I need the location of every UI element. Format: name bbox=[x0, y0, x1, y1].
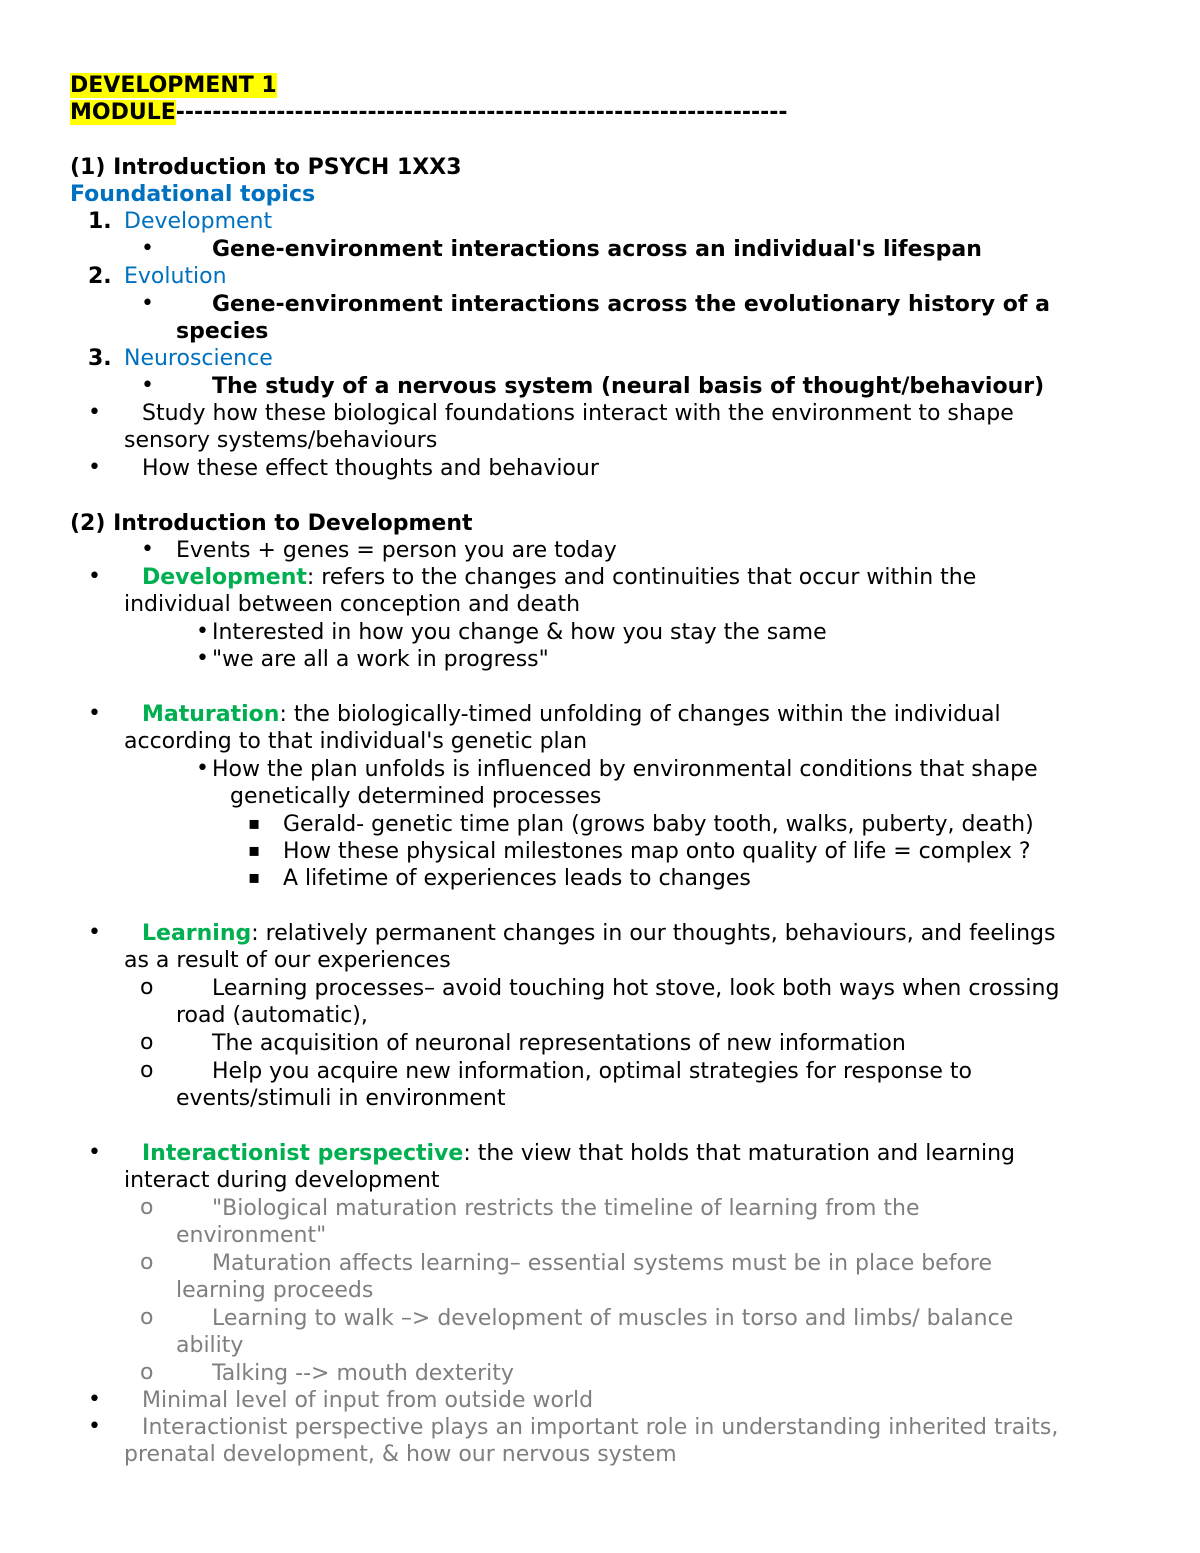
list-item: "Biological maturation restricts the timeline of learning from the bbox=[212, 1196, 920, 1221]
topic-number: 3. bbox=[88, 346, 112, 371]
definition-development: Development: refers to the changes and continuities that occur within the bbox=[142, 565, 977, 590]
bullet-icon: • bbox=[88, 701, 101, 726]
topic-number: 2. bbox=[88, 264, 112, 289]
list-item: Interactionist perspective plays an important role in understanding inherited traits, bbox=[142, 1415, 1059, 1440]
list-item-cont: genetically determined processes bbox=[230, 784, 602, 809]
topic-neuroscience: Neuroscience bbox=[124, 346, 273, 371]
list-item: Maturation affects learning– essential systems must be in place before bbox=[212, 1251, 993, 1276]
topic-development: Development bbox=[124, 209, 273, 234]
definition-interactionist: Interactionist perspective: the view that holds that maturation and learning bbox=[142, 1141, 1016, 1166]
list-item-cont: events/stimuli in environment bbox=[176, 1086, 506, 1111]
bullet-icon: • bbox=[88, 1140, 101, 1165]
bullet-icon: • bbox=[88, 564, 101, 589]
list-item: How the plan unfolds is influenced by environmental conditions that shape bbox=[212, 757, 1038, 782]
list-item: A lifetime of experiences leads to changes bbox=[283, 866, 751, 891]
definition-cont: according to that individual's genetic plan bbox=[124, 729, 588, 754]
doc-title: DEVELOPMENT 1 bbox=[70, 73, 277, 98]
bullet-icon: • bbox=[88, 400, 101, 425]
bullet-icon: • bbox=[141, 537, 154, 562]
definition-maturation: Maturation: the biologically-timed unfolding of changes within the individual bbox=[142, 702, 1001, 727]
list-item-cont: ability bbox=[176, 1333, 244, 1358]
circle-bullet-icon: o bbox=[140, 1250, 154, 1275]
topic-detail: Gene-environment interactions across an individual's lifespan bbox=[212, 237, 982, 262]
square-bullet-icon: ▪ bbox=[248, 813, 261, 834]
circle-bullet-icon: o bbox=[140, 1030, 154, 1055]
list-item: Learning to walk –> development of muscles in torso and limbs/ balance bbox=[212, 1306, 1014, 1331]
definition-learning: Learning: relatively permanent changes in our thoughts, behaviours, and feelings bbox=[142, 921, 1056, 946]
list-item: Study how these biological foundations interact with the environment to shape bbox=[142, 401, 1014, 426]
list-item: Interested in how you change & how you stay the same bbox=[212, 620, 827, 645]
circle-bullet-icon: o bbox=[140, 975, 154, 1000]
circle-bullet-icon: o bbox=[140, 1305, 154, 1330]
list-item-cont: learning proceeds bbox=[176, 1278, 374, 1303]
bullet-icon: • bbox=[88, 1414, 101, 1439]
doc-subtitle: MODULE------------------------------------------------------------------- bbox=[70, 100, 788, 125]
section-2-title: (2) Introduction to Development bbox=[70, 511, 473, 536]
square-bullet-icon: ▪ bbox=[248, 867, 261, 888]
bullet-icon: • bbox=[141, 236, 154, 261]
list-item: Learning processes– avoid touching hot stove, look both ways when crossing bbox=[212, 976, 1060, 1001]
list-item: Talking --> mouth dexterity bbox=[212, 1361, 514, 1386]
circle-bullet-icon: o bbox=[140, 1360, 154, 1385]
bullet-icon: • bbox=[141, 373, 154, 398]
list-item: The acquisition of neuronal representations of new information bbox=[212, 1031, 906, 1056]
list-item: How these physical milestones map onto quality of life = complex ? bbox=[283, 839, 1031, 864]
list-item: How these effect thoughts and behaviour bbox=[142, 456, 599, 481]
bullet-icon: • bbox=[88, 920, 101, 945]
bullet-icon: • bbox=[88, 455, 101, 480]
circle-bullet-icon: o bbox=[140, 1058, 154, 1083]
list-item: Gerald- genetic time plan (grows baby tooth, walks, puberty, death) bbox=[283, 812, 1034, 837]
topic-detail-cont: species bbox=[176, 319, 269, 344]
square-bullet-icon: ▪ bbox=[248, 840, 261, 861]
topic-number: 1. bbox=[88, 209, 112, 234]
list-item: Minimal level of input from outside world bbox=[142, 1388, 594, 1413]
definition-cont: interact during development bbox=[124, 1168, 440, 1193]
foundational-topics-heading: Foundational topics bbox=[70, 182, 316, 207]
topic-evolution: Evolution bbox=[124, 264, 227, 289]
list-item-cont: sensory systems/behaviours bbox=[124, 428, 438, 453]
topic-detail: Gene-environment interactions across the evolutionary history of a bbox=[212, 292, 1050, 317]
bullet-icon: • bbox=[141, 291, 154, 316]
list-item: Help you acquire new information, optimal strategies for response to bbox=[212, 1059, 972, 1084]
bullet-icon: • bbox=[88, 1387, 101, 1412]
bullet-icon: • bbox=[196, 619, 209, 644]
list-item-cont: environment" bbox=[176, 1223, 327, 1248]
section-1-title: (1) Introduction to PSYCH 1XX3 bbox=[70, 155, 462, 180]
list-item: Events + genes = person you are today bbox=[176, 538, 617, 563]
definition-cont: individual between conception and death bbox=[124, 592, 581, 617]
bullet-icon: • bbox=[196, 646, 209, 671]
list-item: "we are all a work in progress" bbox=[212, 647, 549, 672]
circle-bullet-icon: o bbox=[140, 1195, 154, 1220]
definition-cont: as a result of our experiences bbox=[124, 948, 451, 973]
bullet-icon: • bbox=[196, 756, 209, 781]
list-item-cont: road (automatic), bbox=[176, 1003, 368, 1028]
list-item-cont: prenatal development, & how our nervous system bbox=[124, 1442, 677, 1467]
topic-detail: The study of a nervous system (neural basis of thought/behaviour) bbox=[212, 374, 1045, 399]
